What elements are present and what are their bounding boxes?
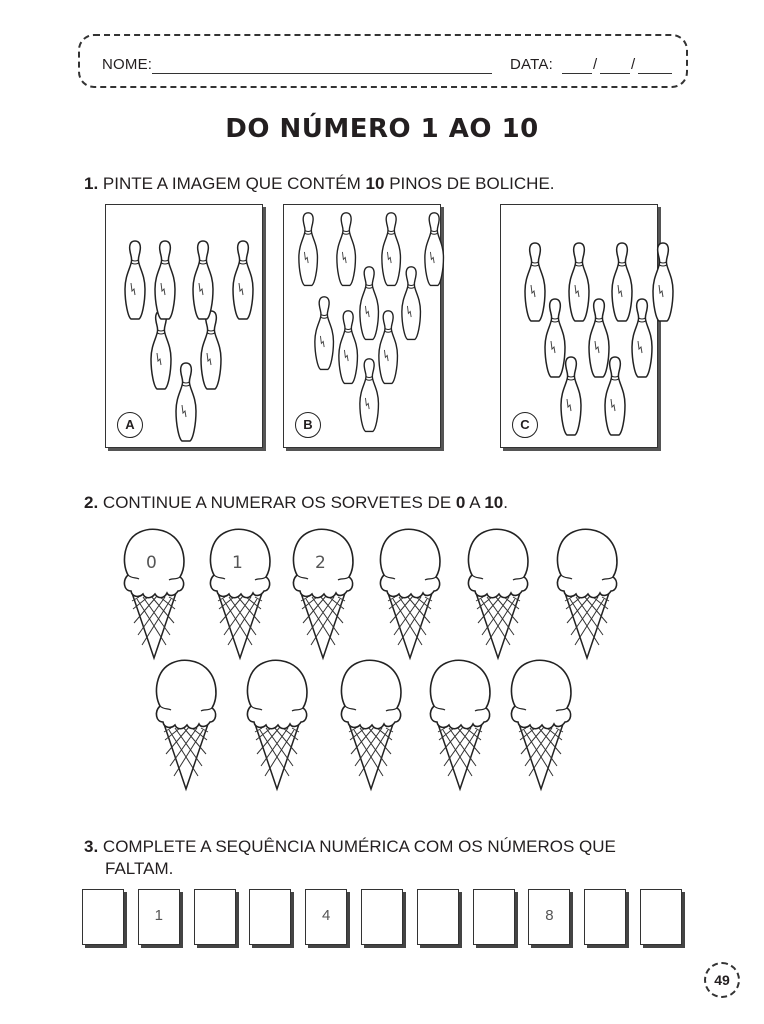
ice-cream-cone-icon[interactable] (462, 527, 534, 666)
bowling-pin-icon (191, 239, 215, 326)
bowling-pin-icon (380, 211, 402, 292)
ice-cream-cone-icon[interactable] (118, 527, 190, 666)
ice-cream-cone-icon[interactable] (204, 527, 276, 666)
bowling-pin-icon (335, 211, 357, 292)
bowling-pin-icon (358, 265, 380, 346)
question-2 (84, 492, 508, 514)
date-label: DATA: (510, 56, 553, 73)
question-text: A (469, 493, 480, 512)
page-number: 49 (704, 962, 740, 998)
bowling-pin-icon (423, 211, 445, 292)
ice-cream-cone-icon[interactable] (241, 658, 313, 797)
question-highlight: 10 (365, 174, 385, 193)
ice-cream-cone-icon[interactable] (505, 658, 577, 797)
bowling-pin-icon (337, 309, 359, 390)
ice-cream-cone-icon[interactable] (424, 658, 496, 797)
question-number: 2. (84, 493, 99, 512)
page-title: DO NÚMERO 1 AO 10 (225, 114, 539, 144)
sequence-box[interactable] (473, 889, 515, 945)
sequence-box[interactable] (640, 889, 682, 945)
question-3 (84, 836, 616, 880)
question-text: . (503, 493, 508, 512)
name-label: NOME: (102, 56, 153, 73)
question-number: 3. (84, 837, 99, 856)
question-text: FALTAM. (105, 859, 174, 878)
sequence-box[interactable] (82, 889, 124, 945)
question-highlight: 0 (455, 493, 466, 512)
cone-number: 1 (232, 553, 243, 573)
question-text: COMPLETE A SEQUÊNCIA NUMÉRICA COM OS NÚMEROS QUE (102, 837, 616, 856)
sequence-box[interactable] (417, 889, 459, 945)
sequence-box[interactable]: 8 (528, 889, 570, 945)
date-separator: / (593, 56, 598, 73)
panel-label-badge: C (512, 412, 538, 438)
bowling-panel-b[interactable] (283, 204, 441, 448)
bowling-pin-icon (153, 239, 177, 326)
question-highlight: 10 (484, 493, 504, 512)
name-field[interactable] (152, 73, 492, 74)
cone-number: 0 (146, 553, 157, 573)
sequence-box[interactable] (249, 889, 291, 945)
bowling-pin-icon (313, 295, 335, 376)
bowling-pin-icon (297, 211, 319, 292)
bowling-pin-icon (377, 309, 399, 390)
cone-number: 2 (315, 553, 326, 573)
ice-cream-cone-icon[interactable] (551, 527, 623, 666)
date-day-field[interactable] (562, 73, 592, 74)
ice-cream-cone-icon[interactable] (335, 658, 407, 797)
sequence-box[interactable]: 4 (305, 889, 347, 945)
sequence-box[interactable] (361, 889, 403, 945)
ice-cream-cone-icon[interactable] (374, 527, 446, 666)
bowling-pin-icon (231, 239, 255, 326)
bowling-panel-a[interactable] (105, 204, 263, 448)
sequence-box[interactable] (584, 889, 626, 945)
panel-label-badge: B (295, 412, 321, 438)
sequence-box[interactable] (194, 889, 236, 945)
bowling-pin-icon (400, 265, 422, 346)
question-text: CONTINUE A NUMERAR OS SORVETES DE (102, 493, 452, 512)
question-text: PINTE A IMAGEM QUE CONTÉM (102, 174, 361, 193)
bowling-pin-icon (567, 241, 591, 328)
bowling-panel-c[interactable] (500, 204, 658, 448)
bowling-pin-icon (651, 241, 675, 328)
date-separator: / (631, 56, 636, 73)
header-box (78, 34, 688, 88)
date-month-field[interactable] (600, 73, 630, 74)
question-text: PINOS DE BOLICHE. (389, 174, 555, 193)
date-year-field[interactable] (638, 73, 672, 74)
sequence-box[interactable]: 1 (138, 889, 180, 945)
bowling-pin-icon (174, 361, 198, 448)
bowling-pin-icon (610, 241, 634, 328)
ice-cream-cone-icon[interactable] (150, 658, 222, 797)
question-1 (84, 173, 555, 195)
question-number: 1. (84, 174, 99, 193)
panel-label-badge: A (117, 412, 143, 438)
bowling-pin-icon (123, 239, 147, 326)
bowling-pin-icon (523, 241, 547, 328)
ice-cream-cone-icon[interactable] (287, 527, 359, 666)
